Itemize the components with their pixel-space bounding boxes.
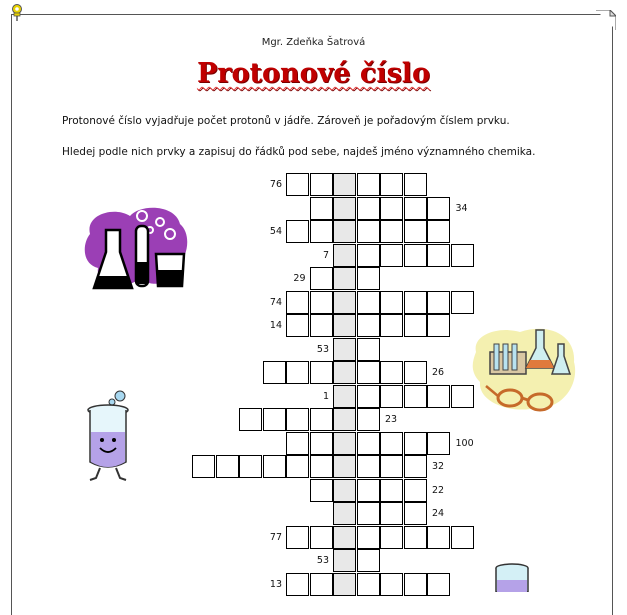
crossword-cell[interactable]: [380, 220, 403, 243]
crossword-cell[interactable]: [427, 385, 450, 408]
crossword-cell[interactable]: [404, 314, 427, 337]
crossword-cell[interactable]: [404, 526, 427, 549]
crossword-cell[interactable]: [380, 291, 403, 314]
beaker-clipart: [494, 562, 534, 592]
page-title: Protonové číslo: [196, 58, 431, 89]
clue-number: 24: [432, 508, 445, 519]
solution-cell[interactable]: [333, 455, 356, 478]
crossword-cell[interactable]: [427, 197, 450, 220]
crossword-cell[interactable]: [451, 291, 474, 314]
crossword-cell[interactable]: [263, 408, 286, 431]
crossword-cell[interactable]: [404, 244, 427, 267]
solution-cell[interactable]: [333, 432, 356, 455]
clue-number: 22: [432, 484, 445, 496]
crossword-cell[interactable]: [357, 432, 380, 455]
crossword-cell[interactable]: [286, 573, 309, 596]
crossword-cell[interactable]: [404, 573, 427, 596]
crossword-cell[interactable]: [357, 291, 380, 314]
clue-number: 32: [432, 461, 445, 472]
solution-cell[interactable]: [333, 338, 356, 361]
solution-cell[interactable]: [333, 385, 356, 408]
crossword-cell[interactable]: [310, 408, 333, 431]
crossword-cell[interactable]: [310, 573, 333, 596]
crossword-cell[interactable]: [286, 220, 309, 243]
crossword-cell[interactable]: [380, 526, 403, 549]
crossword-cell[interactable]: [357, 361, 380, 384]
clue-number: 74: [269, 296, 282, 308]
crossword-cell[interactable]: [357, 549, 380, 572]
crossword-cell[interactable]: [357, 526, 380, 549]
flask-clipart: [80, 204, 192, 296]
crossword-cell[interactable]: [404, 479, 427, 502]
crossword-cell[interactable]: [380, 385, 403, 408]
clue-number: 53: [316, 343, 329, 355]
crossword-cell[interactable]: [310, 455, 333, 478]
crossword-cell[interactable]: [357, 173, 380, 196]
solution-cell[interactable]: [333, 291, 356, 314]
crossword-cell[interactable]: [310, 526, 333, 549]
solution-cell[interactable]: [333, 197, 356, 220]
crossword-cell[interactable]: [310, 291, 333, 314]
solution-cell[interactable]: [333, 408, 356, 431]
crossword-cell[interactable]: [404, 502, 427, 525]
crossword-cell[interactable]: [427, 244, 450, 267]
crossword-cell[interactable]: [357, 479, 380, 502]
crossword-cell[interactable]: [286, 455, 309, 478]
crossword-cell[interactable]: [380, 314, 403, 337]
crossword-cell[interactable]: [216, 455, 239, 478]
crossword-cell[interactable]: [380, 197, 403, 220]
crossword-cell[interactable]: [286, 173, 309, 196]
clue-number: 1: [322, 390, 329, 402]
intro-paragraph: Protonové číslo vyjadřuje počet protonů v jádře. Zároveň je pořadovým číslem prvku.: [62, 115, 510, 127]
solution-cell[interactable]: [333, 479, 356, 502]
lab-glassware-clipart: [470, 322, 580, 414]
crossword-cell[interactable]: [357, 502, 380, 525]
crossword-cell[interactable]: [357, 244, 380, 267]
crossword-cell[interactable]: [192, 455, 215, 478]
crossword-cell[interactable]: [427, 526, 450, 549]
clue-number: 77: [269, 531, 282, 543]
instruction-paragraph: Hledej podle nich prvky a zapisuj do řádků pod sebe, najdeš jméno významného chemika.: [62, 146, 536, 158]
clue-number: 100: [455, 437, 474, 449]
crossword-cell[interactable]: [427, 220, 450, 243]
pushpin-icon: [11, 4, 23, 22]
crossword-cell[interactable]: [357, 220, 380, 243]
solution-cell[interactable]: [333, 220, 356, 243]
crossword-cell[interactable]: [286, 526, 309, 549]
clue-number: 76: [269, 179, 282, 190]
crossword-cell[interactable]: [310, 267, 333, 290]
crossword-cell[interactable]: [239, 455, 262, 478]
crossword-cell[interactable]: [404, 173, 427, 196]
crossword-cell[interactable]: [404, 432, 427, 455]
clue-number: 29: [293, 273, 306, 284]
crossword-cell[interactable]: [286, 432, 309, 455]
clue-number: 7: [322, 249, 329, 261]
crossword-cell[interactable]: [310, 173, 333, 196]
crossword-cell[interactable]: [404, 455, 427, 478]
clue-number: 26: [432, 367, 445, 378]
clue-number: 13: [269, 578, 282, 590]
crossword-cell[interactable]: [357, 573, 380, 596]
solution-cell[interactable]: [333, 314, 356, 337]
clue-number: 23: [385, 414, 398, 425]
crossword-cell[interactable]: [357, 314, 380, 337]
crossword-cell[interactable]: [310, 479, 333, 502]
clue-number: 14: [269, 320, 282, 331]
crossword-cell[interactable]: [451, 244, 474, 267]
crossword-cell[interactable]: [357, 338, 380, 361]
solution-cell[interactable]: [333, 361, 356, 384]
crossword-cell[interactable]: [310, 197, 333, 220]
crossword-cell[interactable]: [286, 361, 309, 384]
crossword-cell[interactable]: [310, 220, 333, 243]
crossword-cell[interactable]: [239, 408, 262, 431]
crossword-cell[interactable]: [380, 573, 403, 596]
crossword-cell[interactable]: [380, 173, 403, 196]
page-curl-icon: [596, 10, 616, 30]
solution-cell[interactable]: [333, 549, 356, 572]
clue-number: 53: [316, 555, 329, 566]
crossword-cell[interactable]: [310, 432, 333, 455]
crossword-cell[interactable]: [357, 408, 380, 431]
crossword-cell[interactable]: [286, 314, 309, 337]
crossword-cell[interactable]: [427, 314, 450, 337]
crossword-cell[interactable]: [357, 385, 380, 408]
crossword-cell[interactable]: [404, 220, 427, 243]
crossword-cell[interactable]: [427, 291, 450, 314]
solution-cell[interactable]: [333, 244, 356, 267]
crossword-cell[interactable]: [380, 455, 403, 478]
crossword-cell[interactable]: [380, 479, 403, 502]
clue-number: 54: [269, 226, 282, 237]
crossword-cell[interactable]: [357, 197, 380, 220]
crossword-cell[interactable]: [380, 502, 403, 525]
crossword-cell[interactable]: [357, 455, 380, 478]
crossword-cell[interactable]: [427, 573, 450, 596]
crossword-cell[interactable]: [380, 432, 403, 455]
solution-cell[interactable]: [333, 173, 356, 196]
author-name: Mgr. Zdeňka Šatrová: [261, 37, 366, 48]
solution-cell[interactable]: [333, 267, 356, 290]
crossword-cell[interactable]: [380, 361, 403, 384]
crossword-cell[interactable]: [451, 526, 474, 549]
smiling-beaker-clipart: [82, 388, 134, 484]
clue-number: 34: [455, 202, 468, 214]
crossword-cell[interactable]: [310, 361, 333, 384]
crossword-cell[interactable]: [404, 385, 427, 408]
crossword-cell[interactable]: [263, 455, 286, 478]
crossword-cell[interactable]: [263, 361, 286, 384]
crossword-cell[interactable]: [404, 197, 427, 220]
crossword-cell[interactable]: [286, 291, 309, 314]
crossword-cell[interactable]: [310, 314, 333, 337]
crossword-cell[interactable]: [357, 267, 380, 290]
crossword-cell[interactable]: [404, 361, 427, 384]
crossword-cell[interactable]: [286, 408, 309, 431]
crossword-cell[interactable]: [427, 432, 450, 455]
crossword-cell[interactable]: [380, 244, 403, 267]
solution-cell[interactable]: [333, 526, 356, 549]
crossword-cell[interactable]: [404, 291, 427, 314]
solution-cell[interactable]: [333, 573, 356, 596]
solution-cell[interactable]: [333, 502, 356, 525]
